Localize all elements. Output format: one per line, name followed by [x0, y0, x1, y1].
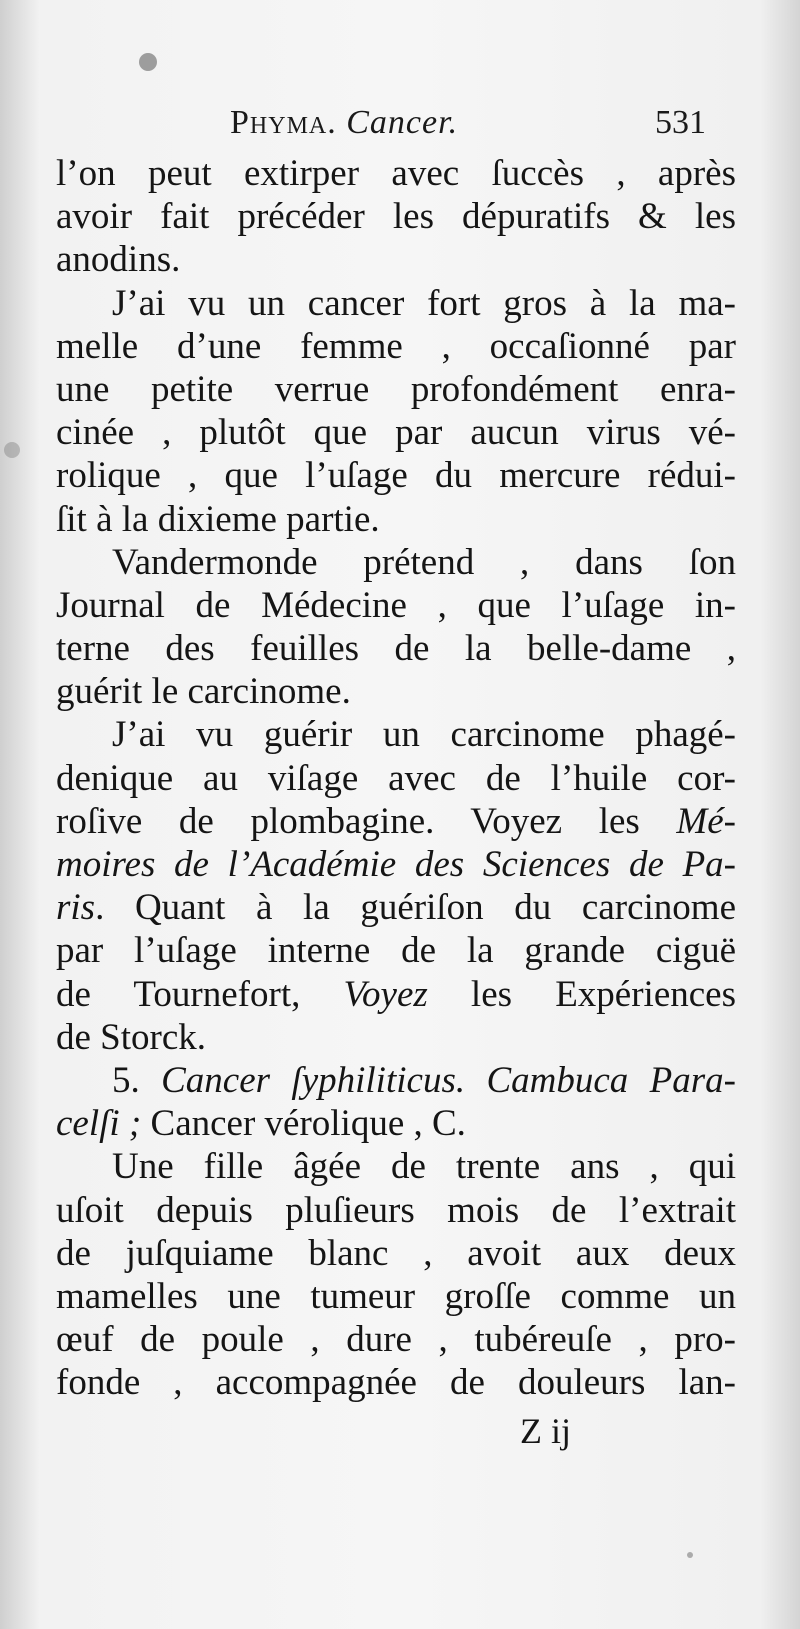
text-line	[56, 1318, 736, 1361]
roman-text: melle d’une femme , occaſionné par	[56, 325, 736, 367]
roman-text: Une fille âgée de trente ans , qui	[112, 1146, 736, 1188]
roman-text: de juſquiame blanc , avoit aux deux	[56, 1232, 736, 1274]
text-line	[56, 368, 736, 411]
roman-text: mamelles une tumeur groſſe comme un	[56, 1275, 736, 1317]
roman-text: guérit le carcinome.	[56, 671, 351, 713]
body-text	[56, 152, 736, 1404]
roman-text: œuf de poule , dure , tubéreuſe , pro-	[56, 1319, 736, 1361]
roman-text: de Tournefort,	[56, 973, 344, 1015]
text-line	[56, 454, 736, 497]
text-line	[56, 325, 736, 368]
roman-text: Journal de Médecine , que l’uſage in-	[56, 584, 736, 626]
text-line	[56, 1275, 736, 1318]
roman-text: terne des feuilles de la belle-dame ,	[56, 628, 736, 670]
roman-text: 5.	[112, 1059, 162, 1101]
roman-text: ſit à la dixieme partie.	[56, 498, 380, 540]
roman-text: cinée , plutôt que par aucun virus vé-	[56, 412, 736, 454]
roman-text: l’on peut extirper avec ſuccès , après	[56, 153, 736, 194]
text-line	[56, 973, 736, 1016]
text-line	[56, 584, 736, 627]
roman-text: J’ai vu un cancer fort gros à la ma-	[112, 282, 736, 324]
italic-text: celſi ;	[56, 1103, 142, 1145]
signature-mark: Z ij	[520, 1411, 571, 1451]
text-line	[56, 152, 736, 195]
roman-text: denique au viſage avec de l’huile cor-	[56, 757, 736, 799]
roman-text: . Quant à la guériſon du carcinome	[95, 887, 736, 929]
page-number: 531	[655, 104, 706, 141]
italic-text: Cancer ſyphiliticus. Cambuca Para-	[161, 1059, 736, 1101]
roman-text: rolique , que l’uſage du mercure rédui-	[56, 455, 736, 497]
roman-text: anodins.	[56, 239, 181, 281]
text-line	[56, 843, 736, 886]
text-line	[56, 929, 736, 972]
text-line	[56, 713, 736, 756]
text-line	[56, 498, 736, 541]
roman-text: roſive de plombagine. Voyez les	[56, 800, 677, 842]
roman-text: les Expériences	[427, 973, 736, 1015]
text-line	[56, 800, 736, 843]
text-line	[56, 757, 736, 800]
text-line	[56, 1059, 736, 1102]
roman-text: Cancer vérolique , C.	[141, 1103, 466, 1145]
text-line	[56, 1102, 736, 1145]
text-line	[56, 886, 736, 929]
text-line	[56, 1145, 736, 1188]
roman-text: uſoit depuis pluſieurs mois de l’extrait	[56, 1189, 736, 1231]
italic-text: ris	[56, 887, 96, 929]
italic-text: Voyez	[343, 973, 428, 1015]
roman-text: Vandermonde prétend , dans ſon	[112, 541, 736, 583]
italic-text: Mé-	[676, 800, 736, 842]
text-line	[56, 1016, 736, 1059]
roman-text: par l’uſage interne de la grande ciguë	[56, 930, 736, 972]
text-line	[56, 1189, 736, 1232]
text-line	[56, 541, 736, 584]
text-line	[56, 238, 736, 281]
running-title-caps: Phyma.	[230, 104, 337, 141]
roman-text: une petite verrue profondément enra-	[56, 368, 736, 410]
running-title-italic: Cancer.	[346, 104, 459, 141]
roman-text: fonde , accompagnée de douleurs lan-	[56, 1362, 736, 1404]
text-line	[56, 670, 736, 713]
roman-text: J’ai vu guérir un carcinome phagé-	[112, 714, 736, 756]
text-line	[56, 282, 736, 325]
italic-text: moires de l’Académie des Sciences de Pa-	[56, 844, 736, 885]
roman-text: de Storck.	[56, 1016, 207, 1058]
text-line	[56, 1361, 736, 1404]
text-line	[56, 1232, 736, 1275]
running-title	[230, 104, 458, 142]
text-line	[56, 627, 736, 670]
roman-text: avoir fait précéder les dépuratifs & les	[56, 196, 736, 238]
text-line	[56, 411, 736, 454]
text-line	[56, 195, 736, 238]
running-header	[0, 100, 800, 150]
